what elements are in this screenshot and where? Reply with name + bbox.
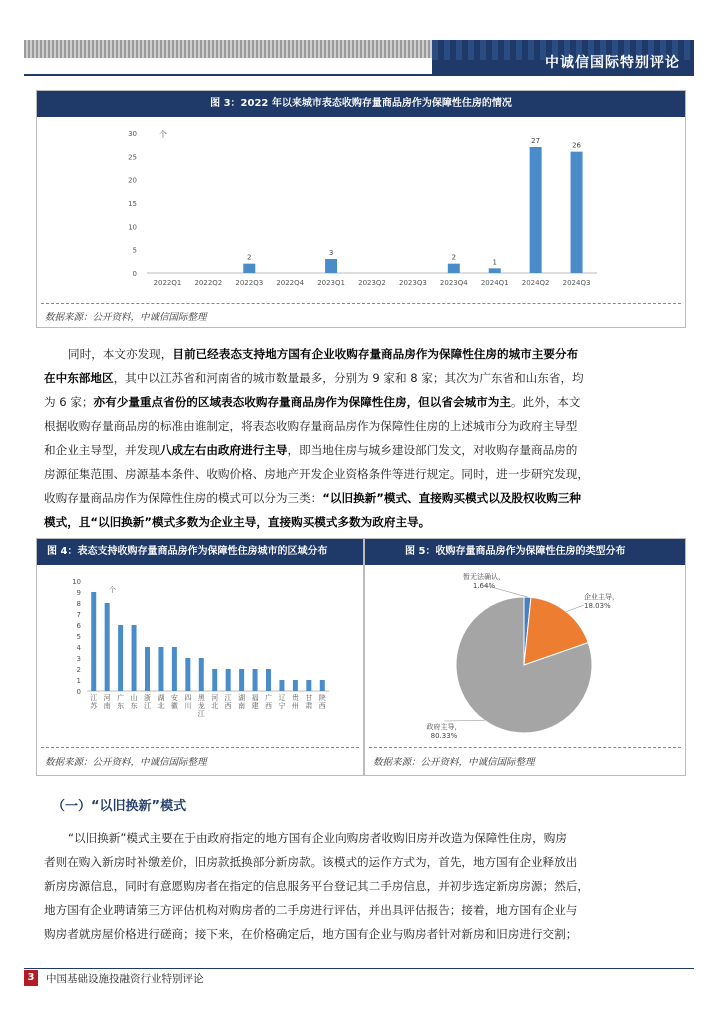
bar — [91, 592, 96, 691]
x-tick-label: 2023Q1 — [317, 279, 345, 287]
y-tick-label: 25 — [128, 153, 137, 162]
section-heading: （一）“以旧换新”模式 — [52, 799, 187, 814]
p2-line-5: 购房者就房屋价格进行磋商；接下来，在价格确定后，地方国有企业与购房者针对新房和旧房进行交割； — [44, 927, 578, 941]
y-tick-label: 20 — [128, 176, 137, 185]
p1-bold-2: 在中东部地区 — [44, 371, 114, 385]
bar — [320, 680, 325, 691]
slice-value-label: 1.64% — [472, 582, 496, 590]
x-tick-label: 2022Q3 — [235, 279, 264, 287]
p1-text-5a: 和企业主导型，并发现 — [44, 443, 160, 457]
p1-line-6: 房源征集范围、房源基本条件、收购价格、房地产开发企业资格条件等进行规定。同时，进一步研究发现， — [44, 467, 589, 481]
y-tick-label: 30 — [128, 130, 137, 138]
y-tick-label: 3 — [76, 655, 81, 663]
x-tick-label: 贵州 — [291, 694, 299, 710]
bar — [239, 669, 244, 691]
slice-name-label: 企业主导， — [584, 593, 619, 601]
x-tick-label: 四川 — [184, 694, 192, 710]
bar — [118, 625, 123, 691]
p1-text-2: ，其中以江苏省和河南省的城市数量最多，分别为 9 家和 8 家；其次为广东省和山东省，均 — [113, 371, 584, 385]
slice-value-label: 18.03% — [584, 602, 611, 610]
figure3-source: 数据来源：公开资料，中诚信国际整理 — [45, 312, 207, 323]
x-tick-label: 2023Q3 — [399, 279, 427, 287]
figure3-divider — [41, 303, 681, 304]
bar — [105, 603, 110, 691]
unit-label: 个 — [159, 130, 167, 139]
bar — [158, 647, 163, 691]
x-tick-label: 2024Q1 — [480, 279, 509, 287]
unit-label: 个 — [109, 586, 116, 594]
figure3-title: 图 3：2022 年以来城市表态收购存量商品房作为保障性住房的情况 — [37, 91, 685, 117]
body-paragraph-1 — [44, 342, 666, 534]
x-tick-label: 河北 — [211, 694, 219, 710]
bar — [530, 147, 542, 273]
figure3-panel — [36, 90, 686, 328]
bar — [212, 669, 217, 691]
x-tick-label: 黑龙江 — [197, 694, 205, 718]
p2-line-3: 新房房源信息，同时有意愿购房者在指定的信息服务平台登记其二手房信息，并初步选定新房房源；然后， — [44, 879, 589, 893]
data-label: 1 — [492, 258, 497, 267]
p1-bold-7b: “以旧换新”模式、直接购买模式以及股权收购三种 — [322, 491, 581, 505]
x-tick-label: 湖南 — [238, 694, 246, 710]
figure5-title: 图 5：收购存量商品房作为保障性住房的类型分布 — [365, 539, 685, 565]
x-tick-label: 安徽 — [170, 694, 178, 710]
bar — [185, 658, 190, 691]
p1-text-4: 。此外，本文 — [510, 395, 581, 409]
bar — [571, 152, 583, 273]
x-tick-label: 2022Q2 — [194, 279, 223, 287]
y-tick-label: 15 — [128, 200, 137, 208]
footer-text: 中国基础设施投融资行业特别评论 — [46, 973, 204, 985]
x-tick-label: 甘肃 — [305, 694, 313, 710]
p2-line-2: 者则在购入新房时补缴差价，旧房款抵换部分新房款。该模式的运作方式为，首先，地方国有企业释放出 — [44, 855, 578, 869]
x-tick-label: 辽宁 — [278, 694, 286, 710]
y-tick-label: 6 — [76, 622, 81, 630]
figure5-panel — [364, 538, 686, 776]
data-label: 2 — [451, 253, 457, 262]
p1-text-1: 同时，本文亦发现， — [68, 347, 173, 361]
x-tick-label: 2022Q4 — [276, 279, 305, 287]
leader-line — [444, 720, 485, 721]
x-tick-label: 湖北 — [157, 694, 165, 710]
bar — [325, 259, 337, 273]
bar — [226, 669, 231, 691]
x-tick-label: 2023Q4 — [439, 279, 468, 287]
p1-bold-1: 目前已经表态支持地方国有企业收购存量商品房作为保障性住房的城市主要分布 — [172, 347, 579, 361]
p1-text-7a: 收购存量商品房作为保障性住房的模式可以分为三类： — [44, 491, 323, 505]
bar — [266, 669, 271, 691]
bar — [253, 669, 258, 691]
x-tick-label: 2024Q2 — [521, 279, 550, 287]
figure4-panel — [36, 538, 364, 776]
leader-line — [566, 605, 584, 612]
header-title: 中诚信国际特别评论 — [545, 55, 680, 71]
y-tick-label: 5 — [76, 633, 81, 641]
figure4-source: 数据来源：公开资料，中诚信国际整理 — [45, 757, 207, 768]
header-rule — [24, 74, 694, 76]
x-tick-label: 福建 — [251, 694, 259, 710]
bar — [448, 264, 460, 273]
page-number: 3 — [24, 970, 38, 986]
data-label: 2 — [247, 253, 252, 262]
slice-name-label: 暂无法确认， — [463, 573, 505, 581]
slice-name-label: 政府主导， — [426, 723, 462, 731]
x-tick-label: 2023Q2 — [358, 279, 386, 287]
y-tick-label: 0 — [76, 688, 81, 696]
y-tick-label: 2 — [76, 666, 81, 674]
p1-line-4: 根据收购存量商品房的标准由谁制定，将表态收购存量商品房作为保障性住房的上述城市分为政府主导型 — [44, 419, 578, 433]
bar — [243, 264, 255, 273]
bar — [172, 647, 177, 691]
footer-rule — [24, 968, 694, 969]
bar — [132, 625, 137, 691]
data-label: 26 — [572, 141, 582, 150]
x-tick-label: 江苏 — [90, 694, 98, 710]
x-tick-label: 2022Q1 — [153, 279, 182, 287]
y-tick-label: 1 — [76, 677, 81, 685]
p2-line-4: 地方国有企业聘请第三方评估机构对购房者的二手房进行评估，并出具评估报告；接着，地方国有企业与 — [44, 903, 578, 917]
body-paragraph-2 — [44, 826, 666, 946]
data-label: 27 — [531, 137, 541, 145]
y-tick-label: 5 — [132, 246, 137, 255]
p2-line-1: “以旧换新”模式主要在于由政府指定的地方国有企业向购房者收购旧房并改造为保障性住房，购房 — [68, 831, 567, 845]
bar — [199, 658, 204, 691]
p1-bold-8: 模式，且“以旧换新”模式多数为企业主导，直接购买模式多数为政府主导。 — [44, 515, 431, 529]
figure4-chart — [37, 569, 363, 747]
p1-text-5c: ，即当地住房与城乡建设部门发文，对收购存量商品房的 — [287, 443, 578, 457]
y-tick-label: 7 — [76, 611, 81, 619]
y-tick-label: 10 — [72, 578, 81, 586]
p1-text-3: 为 6 家； — [44, 395, 94, 409]
bar — [279, 680, 284, 691]
figure4-divider — [41, 747, 359, 748]
figure5-source: 数据来源：公开资料，中诚信国际整理 — [373, 757, 535, 768]
header-stripes — [24, 40, 434, 58]
x-tick-label: 2024Q3 — [562, 279, 591, 287]
bar — [489, 268, 501, 273]
figure5-chart — [365, 567, 685, 745]
x-tick-label: 山东 — [130, 694, 138, 710]
y-tick-label: 10 — [128, 223, 137, 232]
bar — [306, 680, 311, 691]
x-tick-label: 河南 — [103, 694, 111, 710]
figure3-chart — [37, 121, 685, 311]
y-tick-label: 0 — [132, 270, 137, 278]
x-tick-label: 江西 — [224, 694, 232, 710]
figure4-title: 图 4：表态支持收购存量商品房作为保障性住房城市的区域分布 — [37, 539, 363, 565]
y-tick-label: 8 — [76, 600, 81, 608]
x-tick-label: 陕西 — [318, 694, 326, 710]
bar — [293, 680, 298, 691]
header-brand-block — [432, 40, 694, 74]
y-tick-label: 4 — [76, 644, 81, 652]
x-tick-label: 广西 — [265, 694, 272, 710]
bar — [145, 647, 150, 691]
p1-bold-5b: 八成左右由政府进行主导 — [159, 443, 288, 457]
slice-value-label: 80.33% — [430, 732, 458, 740]
x-tick-label: 广东 — [117, 694, 125, 710]
y-tick-label: 9 — [76, 589, 81, 597]
p1-bold-3: 亦有少量重点省份的区域表态收购存量商品房作为保障性住房，但以省会城市为主 — [93, 395, 511, 409]
data-label: 3 — [328, 249, 334, 257]
x-tick-label: 浙江 — [144, 694, 151, 710]
figure5-divider — [369, 747, 681, 748]
